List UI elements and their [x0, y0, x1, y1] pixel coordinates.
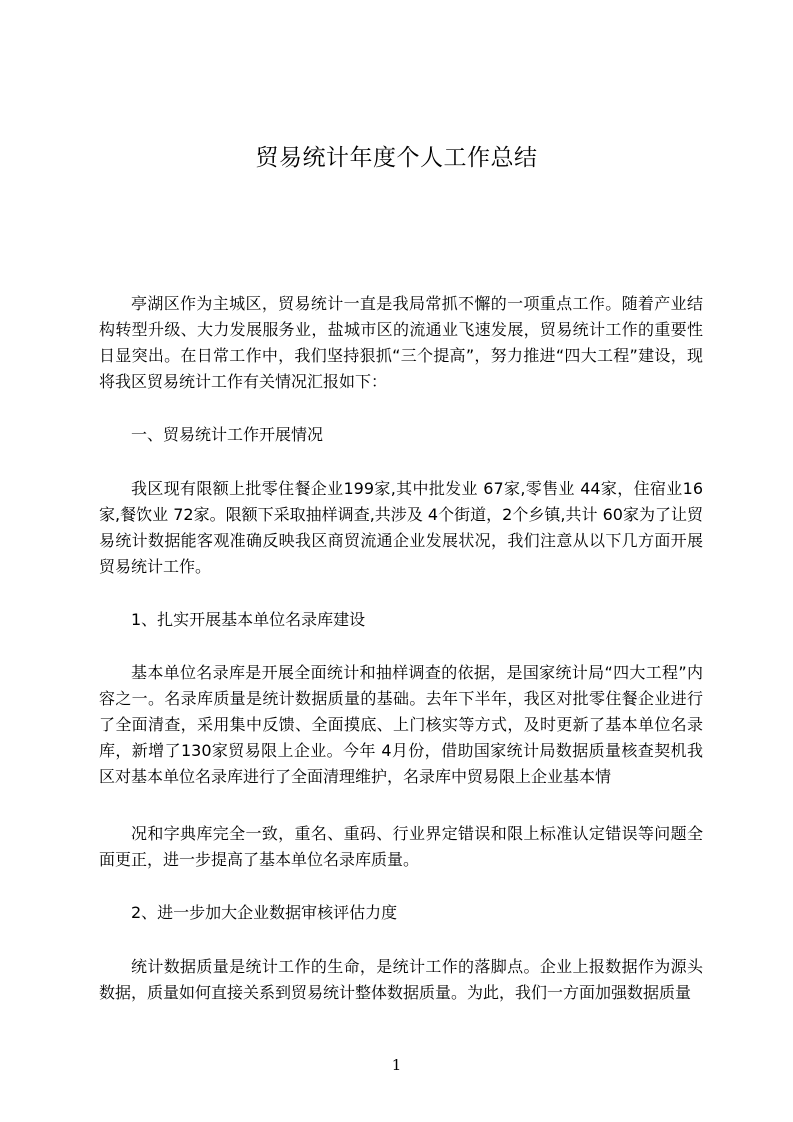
document-title: 贸易统计年度个人工作总结 [255, 145, 538, 171]
page-number: 1 [391, 1056, 402, 1074]
subsection-2-paragraph: 统计数据质量是统计工作的生命，是统计工作的落脚点。企业上报数据作为源头数据，质量如何直接关系到贸易统计整体数据质量。为此，我们一方面加强数据质量 [99, 957, 703, 1002]
subsection-1-paragraph-part2: 况和字典库完全一致，重名、重码、行业界定错误和限上标准认定错误等问题全面更正，进一步提高了基本单位名录库质量。 [99, 824, 703, 869]
section-1-paragraph: 我区现有限额上批零住餐企业199家,其中批发业 67家,零售业 44家，住宿业16家,餐饮业 72家。限额下采取抽样调查,共涉及 4个街道，2个乡镇,共计 60家为了让贸易统计数据能客观准确反映我区商贸流通企业发展状况，我们注意从以下几方面开展贸易统计工作。 [99, 479, 703, 576]
intro-paragraph: 亭湖区作为主城区，贸易统计一直是我局常抓不懈的一项重点工作。随着产业结构转型升级、大力发展服务业，盐城市区的流通业飞速发展，贸易统计工作的重要性日显突出。在日常工作中，我们坚持狠抓“三个提高”，努力推进“四大工程”建设，现将我区贸易统计工作有关情况汇报如下： [99, 294, 703, 391]
section-heading-1: 一、贸易统计工作开展情况 [131, 425, 324, 444]
subsection-1-paragraph-part1: 基本单位名录库是开展全面统计和抽样调查的依据，是国家统计局“四大工程”内容之一。名录库质量是统计数据质量的基础。去年下半年，我区对批零住餐企业进行了全面清查，采用集中反馈、全面摸底、上门核实等方式，及时更新了基本单位名录库，新增了130家贸易限上企业。今年 4月份，借助国家统计局数据质量核查契机我区对基本单位名录库进行了全面清理维护，名录库中贸易限上企业基本情 [99, 663, 703, 786]
subsection-heading-1: 1、扎实开展基本单位名录库建设 [131, 610, 366, 629]
subsection-heading-2: 2、进一步加大企业数据审核评估力度 [131, 903, 398, 922]
